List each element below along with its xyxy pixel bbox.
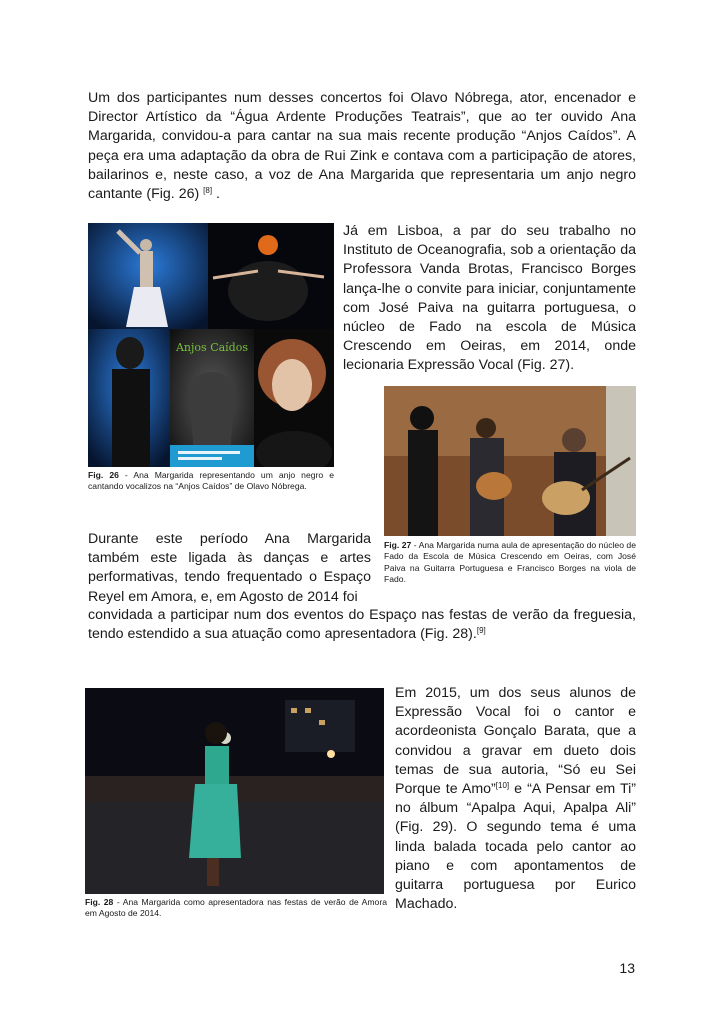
figure-26-image [88,223,334,467]
figure-26-caption-text: - Ana Margarida representando um anjo negro e cantando vocalizos na “Anjos Caídos” de Olavo Nóbrega. [88,470,334,492]
paragraph-4-text-b: e “A Pensar em Ti” no álbum “Apalpa Aqui, Apalpa Ali” (Fig. 29). O segundo tema é uma linda balada tocada pelo cantor ao piano e com apontamentos de guitarra portuguesa por Eurico Machado. [395,781,636,913]
figure-28-label: Fig. 28 [85,897,114,907]
paragraph-2-text: Já em Lisboa, a par do seu trabalho no Instituto de Oceanografia, sob a orientação da Professora Vanda Brotas, Francisco Borges lança-lhe o convite para iniciar, conjuntamente com José Paiva na guitarra portuguesa, o núcleo de Fado na escola de Música Crescendo em Oeiras, em 2014, onde lecionaria Expressão Vocal (Fig. 27). [343,223,636,374]
figure-28-image [85,688,384,894]
figure-27-caption [384,540,636,586]
figure-27-label: Fig. 27 [384,540,412,550]
figure-26-caption [88,470,334,493]
paragraph-3b [88,606,636,644]
paragraph-1 [88,89,636,204]
paragraph-3a [88,530,371,607]
figure-28-caption [85,897,387,920]
footnote-ref-9[interactable]: [9] [476,626,486,636]
paragraph-1-end: . [216,186,220,203]
footnote-ref-8[interactable]: [8] [203,186,213,196]
figure-28-photo [85,688,384,894]
figure-28-caption-text: - Ana Margarida como apresentadora nas festas de verão de Amora em Agosto de 2014. [85,897,387,919]
paragraph-4-text-a: Em 2015, um dos seus alunos de Expressão Vocal foi o cantor e acordeonista Gonçalo Barata, que a convidou a gravar em dueto dois temas de sua autoria, “Só eu Sei Porque te Amo” [395,685,636,798]
figure-26-collage [88,223,334,467]
paragraph-3b-text: convidada a participar num dos eventos do Espaço nas festas de verão da freguesia, tendo estendido a sua atuação como apresentadora (Fig. 28). [88,607,636,643]
figure-26-label: Fig. 26 [88,470,119,480]
poster-title: Anjos Caídos [175,341,249,354]
figure-27-photo [384,386,636,536]
figure-27-image [384,386,636,536]
paragraph-1-text: Um dos participantes num desses concertos foi Olavo Nóbrega, ator, encenador e Director Artístico da “Água Ardente Produções Teatrais”, que ao ter ouvido Ana Margarida, convidou-a para cantar na sua mais recente produção “Anjos Caídos”. A peça era uma adaptação da obra de Rui Zink e contava com a participação de atores, bailarinos e, neste caso, a voz de Ana Margarida que representaria um anjo negro cantante (Fig. 26) [88,90,636,203]
paragraph-2 [343,222,636,376]
page-number: 13 [619,960,635,976]
footnote-ref-10[interactable]: [10] [495,781,510,791]
figure-27-caption-text: - Ana Margarida numa aula de apresentação do núcleo de Fado da Escola de Música Crescendo em Oeiras, com José Paiva na Guitarra Portuguesa e Francisco Borges na viola de Fado. [384,540,636,585]
paragraph-3a-text: Durante este período Ana Margarida também este ligada às danças e artes performativas, tendo frequentado o Espaço Reyel em Amora, e, em Agosto de 2014 foi [88,531,371,605]
paragraph-4 [395,684,636,914]
